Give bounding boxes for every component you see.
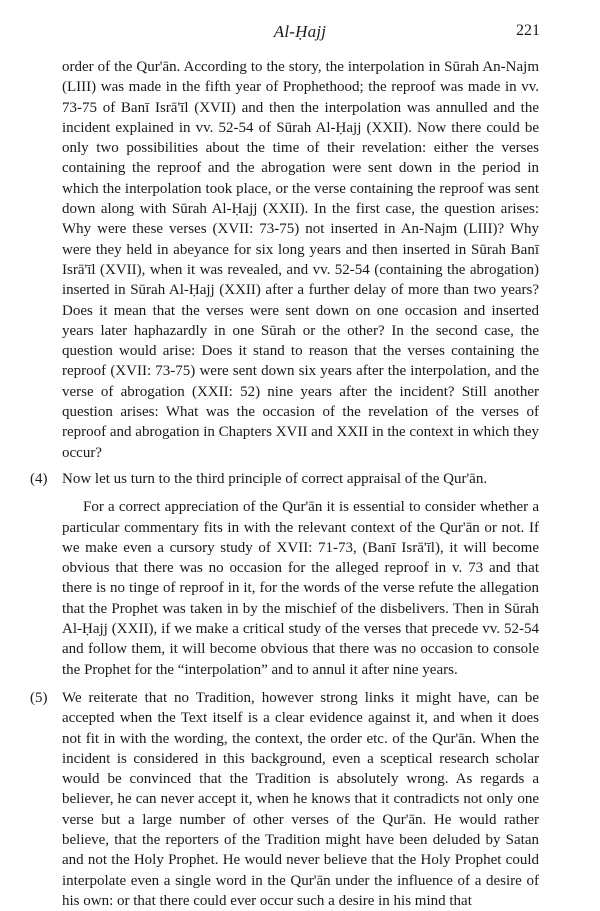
item-number: (4) [30,470,48,487]
running-header [0,20,600,44]
paragraph-continuation: order of the Qur'ān. According to the story, the interpolation in Sūrah An-Najm (LIII) was made in the fifth year of Prophethood; the reproof was made in vv. 73-75 of Banī Isrā'īl (XVII) and then the interpolation was annulled and the incident explained in vv. 52-54 of Sūrah Al-Ḥajj (XXII). Now there could be only two possibilities about the time of their revelation: either the verses containing the reproof and the abrogation were sent down in the period in which the interpolation took place, or the verse containing the reproof was sent down along with Sūrah Al-Ḥajj (XXII). In the first case, the question arises: Why were these verses (XVII: 73-75) not inserted in An-Najm (LIII)? Why were they held in abeyance for six long years and then inserted in Sūrah Banī Isrā'īl (XVII), when it was revealed, and vv. 52-54 (containing the abrogation) inserted in Sūrah Al-Ḥajj (XXII) after a further delay of more than two years? Does it mean that the verses were sent down on one occasion and inserted years later haphazardly in one Sūrah or the other? In the second case, the question would arise: Does it stand to reason that the verses containing the reproof (XVII: 73-75) were sent down six years after the interpolation, and the verse of abrogation (XXII: 52) nine years after the incident? Still another question arises: What was the occasion of the revelation of the verses of reproof and abrogation in Chapters XVII and XXII in the context in which they occur? [62,59,539,461]
numbered-item-4 [30,469,539,489]
item-5-text: We reiterate that no Tradition, however strong links it might have, can be accepted when the Text itself is a clear evidence against it, and when it does not fit in with the wording, the context, the order etc. of the Qur'ān. When the incident is considered in this background, even a sceptical research scholar would be convinced that the Tradition is absolutely wrong. As regards a believer, he can never accept it, when he knows that it contradicts not only one verse but a large number of other verses of the Qur'ān. He would rather believe, that the reporters of the Tradition might have been deluded by Satan and not the Holy Prophet. He would never believe that the Holy Prophet could interpolate even a single word in the Qur'ān under the influence of a desire of his own: or that there could ever occur such a desire in his mind that [62,689,539,909]
numbered-item-5 [30,688,539,911]
page-number: 221 [516,22,540,39]
paragraph-appreciation: For a correct appreciation of the Qur'ān it is essential to consider whether a particular commentary fits in with the relevant context of the Qur'ān or not. If we make even a cursory study of XVII: 71-73, (Banī Isrā'īl), it will become obvious that there was no occasion for the alleged reproof in v. 73 and that there is no tinge of reproof in it, for the words of the verse refute the allegation that the Prophet was taken in by the mischief of the disbelivers. Then in Sūrah Al-Ḥajj (XXII), if we make a critical study of the verses that precede vv. 52-54 and follow them, it will become obvious that there was no occasion to console the Prophet for the “interpolation” and to annul it after nine years. [62,499,539,678]
chapter-title: Al-Ḥajj [273,22,327,41]
item-number: (5) [30,689,48,706]
body-text [0,57,600,911]
item-4-text: Now let us turn to the third principle of correct appraisal of the Qur'ān. [62,470,488,487]
